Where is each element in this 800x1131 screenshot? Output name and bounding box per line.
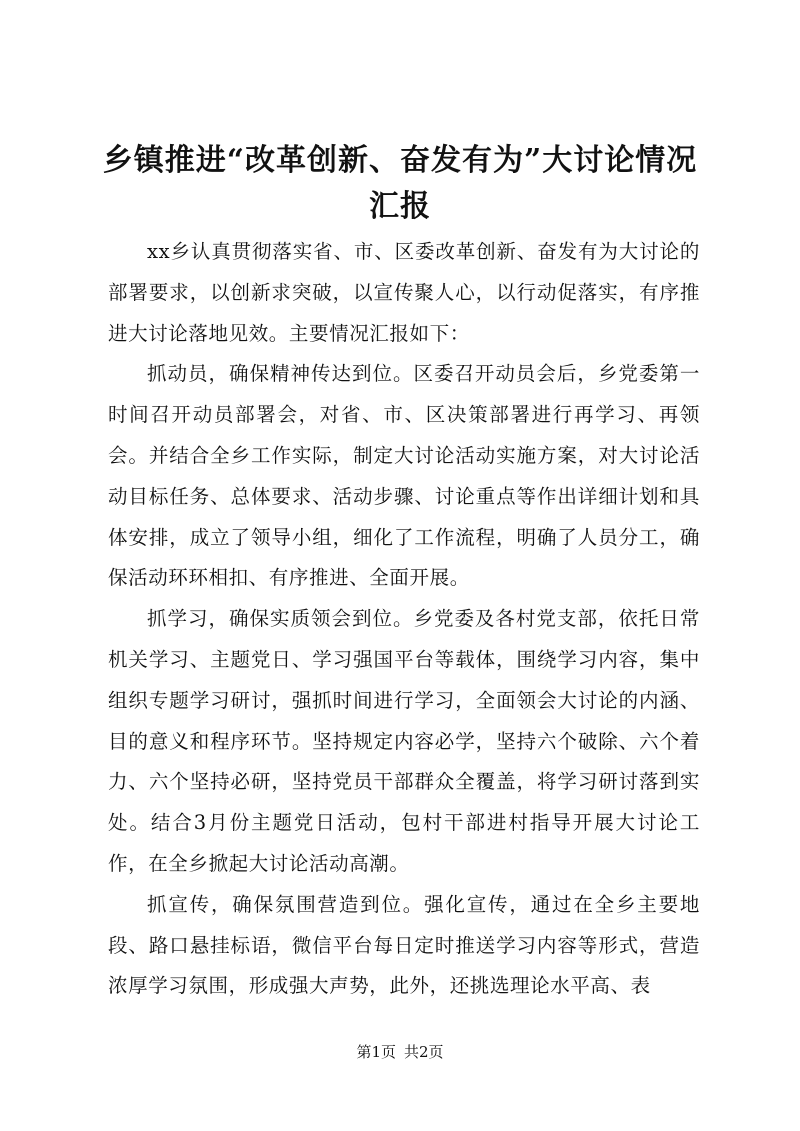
page-number: 第1页 [356,1043,396,1061]
body-paragraph: 抓学习，确保实质领会到位。乡党委及各村党支部，依托日常机关学习、主题党日、学习强国平台等载体，围绕学习内容，集中组织专题学习研讨，强抓时间进行学习，全面领会大讨论的内涵、目的意义和程序环节。坚持规定内容必学，坚持六个破除、六个着力、六个坚持必研，坚持党员干部群众全覆盖，将学习研讨落到实处。结合3月份主题党日活动，包村干部进村指导开展大讨论工作，在全乡掀起大讨论活动高潮。 [108,607,700,875]
body-paragraph: 抓宣传，确保氛围营造到位。强化宣传，通过在全乡主要地段、路口悬挂标语，微信平台每日定时推送学习内容等形式，营造浓厚学习氛围，形成强大声势，此外，还挑选理论水平高、表 [108,892,700,998]
body-paragraph: 抓动员，确保精神传达到位。区委召开动员会后，乡党委第一时间召开动员部署会，对省、市、区决策部署进行再学习、再领会。并结合全乡工作实际，制定大讨论活动实施方案，对大讨论活动目标任务、总体要求、活动步骤、讨论重点等作出详细计划和具体安排，成立了领导小组，细化了工作流程，明确了人员分工，确保活动环环相扣、有序推进、全面开展。 [108,362,700,590]
page-total: 共2页 [404,1043,444,1061]
page-footer [0,1042,800,1062]
document-title: 乡镇推进“改革创新、奋发有为”大讨论情况汇报 [102,143,698,224]
document-body [108,232,700,1007]
body-paragraph: xx乡认真贯彻落实省、市、区委改革创新、奋发有为大讨论的部署要求，以创新求突破，以宣传聚人心，以行动促落实，有序推进大讨论落地见效。主要情况汇报如下： [108,240,700,345]
